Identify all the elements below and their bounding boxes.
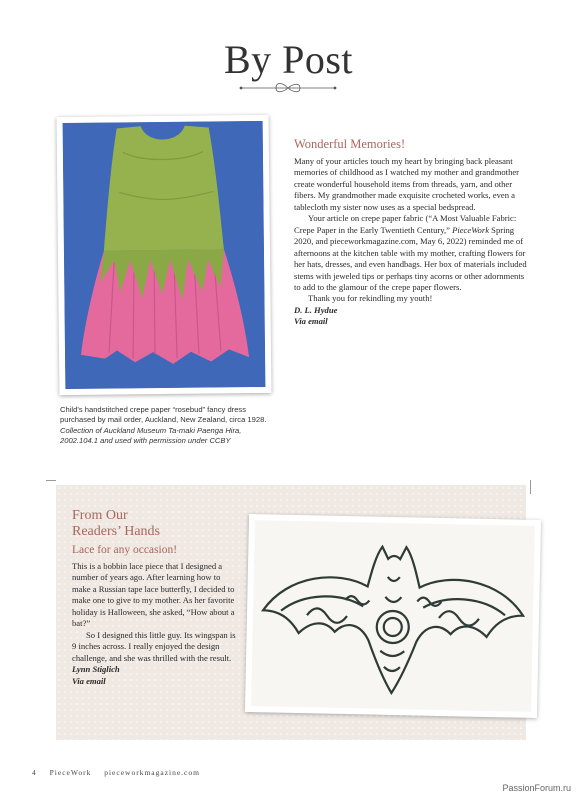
letter-signature: D. L. Hydue <box>294 304 338 315</box>
letter-body <box>294 156 530 328</box>
caption-line: purchased by mail order, Auckland, New Zealand, circa 1928. <box>60 415 267 425</box>
readers-hands-title <box>72 508 160 540</box>
readers-hands-paragraph: So I designed this little guy. Its wingspan is 9 inches across. I really enjoyed the design challenge, and she was thrilled with the result. <box>72 629 236 663</box>
box-corner-mark <box>46 480 56 481</box>
letter-paragraph: Thank you for rekindling my youth! <box>308 293 433 304</box>
footer-website: pieceworkmagazine.com <box>104 768 200 777</box>
letter-title: Wonderful Memories! <box>294 137 406 151</box>
readers-hands-title-line: From Our <box>72 508 128 523</box>
magazine-name: PieceWork <box>452 224 490 235</box>
caption-line: Child’s handstitched crepe paper “rosebud” fancy dress <box>60 405 247 414</box>
caption-credit: Collection of Auckland Museum Ta-maki Paenga Hira, <box>60 425 242 435</box>
caption-credit: 2002.104.1 and used with permission under CCBY <box>60 436 231 446</box>
page-number: 4 <box>32 768 37 777</box>
readers-hands-title-line: Readers’ Hands <box>72 524 160 539</box>
crepe-paper-dress-image <box>63 121 266 389</box>
readers-hands-paragraph: This is a bobbin lace piece that I designed a number of years ago. After learning how to make a Russian tape lace butterfly, I decided to make one to give to my mother. As her favorite holiday is Halloween, she asked, “How about a bat?” <box>72 561 235 629</box>
watermark: PassionForum.ru <box>502 783 571 793</box>
readers-hands-body <box>72 561 240 687</box>
footer-magazine: PieceWork <box>49 768 92 777</box>
dress-photo-frame <box>57 115 272 395</box>
letter-via: Via email <box>294 316 328 327</box>
letter-paragraph: Many of your articles touch my heart by bringing back pleasant memories of childhood as I watched my mother and grandmother create wonderful household items from threads, yarn, and other fibers. My grandmother made exquisite crocheted works, even a tablecloth my sister now uses as a special bedspread. <box>294 156 520 212</box>
readers-hands-via: Via email <box>72 675 106 686</box>
lace-bat-image <box>245 514 541 718</box>
flourish-ornament <box>238 80 338 96</box>
lace-bat-photo <box>245 514 541 718</box>
letter-text: Spring 2020, and pieceworkmagazine.com, May 6, 2022) reminded me of afternoons at the kitchen table with my mother, crafting flowers for her hats, dresses, and even handbags. Her box of materials included stems with jeweled tips or perhaps tiny acorns or other adornments to add to the glamour of the crepe paper flowers. <box>294 224 527 292</box>
readers-hands-signature: Lynn Stiglich <box>72 664 120 675</box>
readers-hands-subtitle: Lace for any occasion! <box>72 544 178 556</box>
letter-paragraph <box>294 213 530 293</box>
page-footer <box>32 768 210 777</box>
photo-caption <box>60 405 280 447</box>
page-title: By Post <box>223 37 354 82</box>
letter-text: Your article on crepe paper fabric (“A Most Valuable Fabric: Crepe Paper in the Early Twentieth Century,” <box>294 213 517 235</box>
box-corner-mark <box>530 480 531 494</box>
dress-photo <box>63 121 266 389</box>
